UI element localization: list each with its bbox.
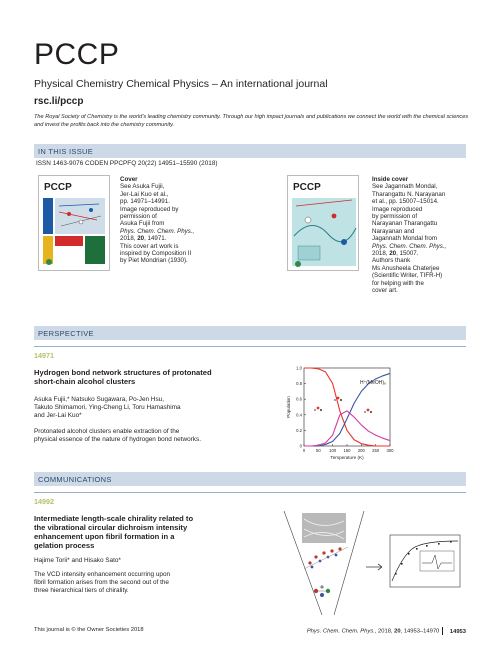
perspective-abstract: Protonated alcohol clusters enable extraction of the physical essence of the nature of hydrogen bond networks. [34, 428, 201, 443]
molecule-atom [367, 409, 370, 412]
x-tick-label: 200 [357, 448, 365, 453]
communications-title[interactable]: Intermediate length-scale chirality related to the vibrational circular dichroism intensity enhancement upon fibril formation in a gelation process [34, 514, 194, 550]
cover-line: Image reproduced by [120, 205, 179, 213]
inside-cover-image [287, 175, 359, 271]
communications-authors: Hajime Torii* and Hisako Sato* [34, 557, 121, 564]
inside-cover-caption [372, 176, 468, 295]
inside-cover-line: Image reproduced [372, 205, 423, 213]
cover-line: Phys. Chem. Chem. Phys., [120, 227, 195, 235]
communications-label: COMMUNICATIONS [38, 475, 112, 484]
perspective-page-number[interactable]: 14971 [34, 351, 54, 360]
footer-separator [442, 627, 443, 635]
x-axis-label: Temperature (K) [330, 455, 364, 460]
x-tick-label: 100 [329, 448, 337, 453]
perspective-label: PERSPECTIVE [38, 329, 94, 338]
inside-cover-line: Authors thank [372, 257, 411, 265]
y-tick-label: 1.0 [296, 365, 302, 371]
cover-line: Jer-Lai Kuo et al., [120, 190, 169, 198]
in-this-issue-bar [34, 144, 466, 158]
cover-logo: PCCP [44, 182, 72, 193]
x-tick-label: 250 [372, 448, 380, 453]
communications-bar [34, 472, 466, 486]
cover-image [38, 175, 110, 271]
molecule-atom [370, 411, 372, 413]
cover-line: pp. 14971–14991. [120, 198, 170, 206]
communications-abstract: The VCD intensity enhancement occurring upon fibril formation arises from the second out of the three hierarchical tiers of chirality. [34, 571, 171, 594]
perspective-authors: Asuka Fujii,* Natsuko Sugawara, Po-Jen Hsu, Takuto Shimamori, Ying-Cheng Li, Toru Hamashima and Jer-Lai Kuo* [34, 396, 181, 419]
perspective-title[interactable]: Hydrogen bond network structures of protonated short-chain alcohol clusters [34, 368, 212, 386]
journal-subtitle: Physical Chemistry Chemical Physics – An international journal [34, 78, 328, 90]
molecule-atom [317, 407, 320, 410]
population-chart [286, 362, 396, 466]
y-axis-label: Population [286, 396, 291, 418]
graphical-abstract [282, 507, 466, 619]
rsc-blurb: The Royal Society of Chemistry is the world’s leading chemistry community. Through our high impact journals and publications we connect the world with the chemical sciences and invest the profits back into the chemistry community. [34, 114, 469, 128]
chart-annotation: H⁺(MeOH)₆ [360, 380, 387, 386]
inside-cover-line: cover art. [372, 287, 398, 295]
y-tick-label: 0.2 [296, 427, 302, 433]
inside-cover-line: Tharangattu N. Narayanan [372, 190, 446, 198]
cover-artwork [39, 176, 110, 271]
cover-line: Asuka Fujii from [120, 220, 165, 228]
inside-cover-logo: PCCP [293, 182, 321, 193]
inside-cover-line: (Scientific Writer, TIFR-H) [372, 272, 443, 280]
inside-cover-line: Ms Anusheela Chaterjee [372, 264, 440, 272]
molecule-atom [334, 399, 336, 401]
cover-caption [120, 176, 212, 265]
inside-cover-line: Narayanan Tharangattu [372, 220, 438, 228]
y-tick-label: 0.4 [296, 412, 302, 418]
page-number: 14953 [449, 628, 466, 635]
series-line-3 [304, 411, 390, 446]
y-tick-label: 0.6 [296, 396, 302, 402]
cover-line: by Piet Mondrian (1930). [120, 257, 188, 265]
inside-cover-heading: Inside cover [372, 176, 409, 183]
inside-cover-line: 2018, 20, 15007. [372, 250, 419, 258]
perspective-bar [34, 326, 466, 340]
footer-citation: Phys. Chem. Chem. Phys., 2018, 20, 14953–14970 14953 [306, 628, 466, 635]
inside-cover-line: Jagannath Mondal from [372, 235, 438, 243]
communications-page-number[interactable]: 14992 [34, 497, 54, 506]
section-divider [34, 346, 466, 347]
inside-cover-line: by permission of [372, 213, 418, 221]
molecule-atom [364, 411, 366, 413]
footer-copyright: This journal is © the Owner Societies 2018 [34, 627, 144, 633]
inside-cover-line: Phys. Chem. Chem. Phys., [372, 242, 447, 250]
x-tick-label: 150 [343, 448, 351, 453]
section-divider [34, 492, 466, 493]
inside-cover-line: See Jagannath Mondal, [372, 183, 438, 191]
cover-heading: Cover [120, 176, 138, 183]
x-tick-label: 50 [315, 448, 321, 453]
cover-line: See Asuka Fujii, [120, 183, 165, 191]
cover-line: 2018, 20, 14971. [120, 235, 167, 243]
molecule-atom [337, 397, 340, 400]
y-tick-label: 0 [299, 443, 302, 449]
inside-cover-line: Narayanan and [372, 227, 415, 235]
in-this-issue-label: IN THIS ISSUE [38, 147, 94, 156]
cover-line: This cover art work is [120, 242, 179, 250]
inside-cover-artwork [288, 176, 359, 271]
inside-cover-line: for helping with the [372, 279, 424, 287]
x-tick-label: 300 [386, 448, 394, 453]
y-tick-label: 0.8 [296, 381, 302, 387]
issn-line: ISSN 1463-9076 CODEN PPCPFQ 20(22) 14951–15590 (2018) [36, 160, 218, 167]
molecule-atom [340, 399, 342, 401]
journal-url[interactable]: rsc.li/pccp [34, 96, 84, 107]
molecule-atom [320, 409, 322, 411]
molecule-atom [314, 409, 316, 411]
x-tick-label: 0 [302, 448, 306, 453]
journal-title: PCCP [34, 38, 120, 71]
cover-line: inspired by Composition II [120, 250, 192, 258]
inside-cover-line: et al., pp. 15007–15014. [372, 198, 439, 206]
cover-line: permission of [120, 213, 157, 221]
